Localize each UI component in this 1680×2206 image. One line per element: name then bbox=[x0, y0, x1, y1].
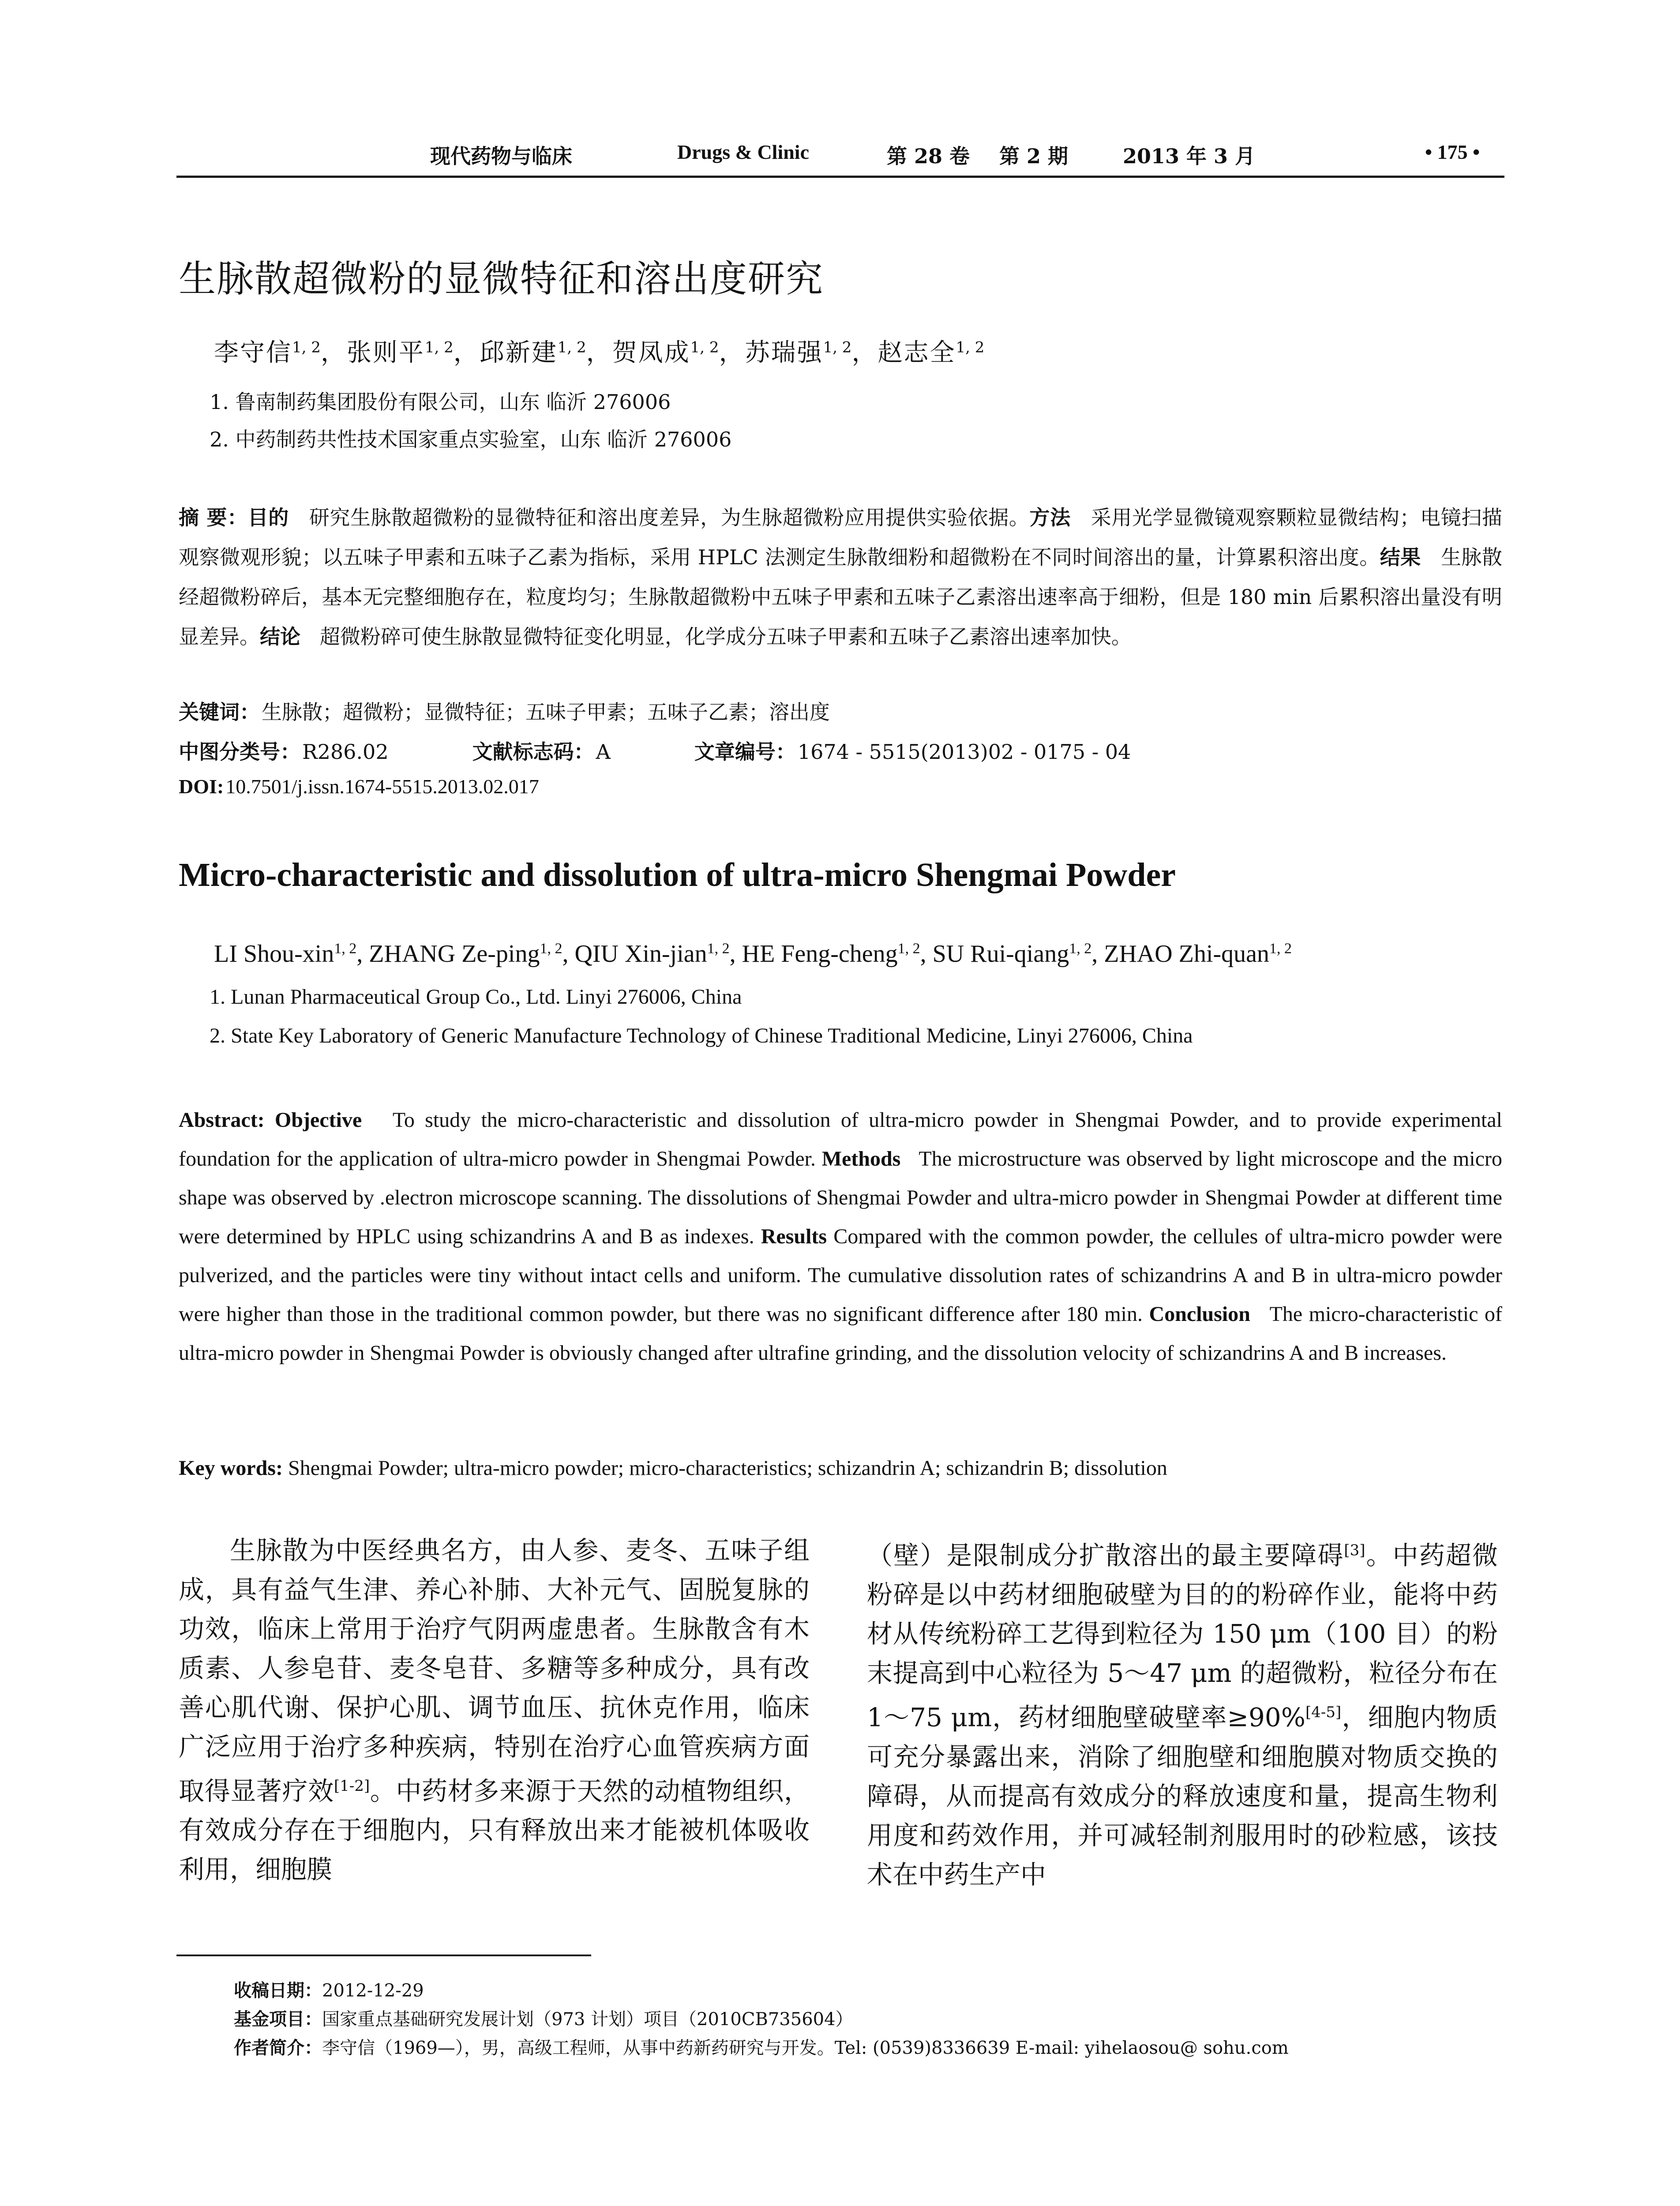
body-right-text-1: （壁）是限制成分扩散溶出的最主要障碍 bbox=[867, 1540, 1344, 1571]
fund-label: 基金项目： bbox=[234, 2009, 322, 2030]
received-date: 2012-12-29 bbox=[322, 1981, 424, 2001]
abstract-cn-label: 摘 要： bbox=[179, 506, 248, 529]
fund-text: 国家重点基础研究发展计划（973 计划）项目（2010CB735604） bbox=[322, 2009, 853, 2030]
footnote-author bbox=[234, 2034, 1289, 2059]
title-cn: 生脉散超微粉的显微特征和溶出度研究 bbox=[179, 257, 824, 300]
abstract-en-label: Abstract: bbox=[179, 1108, 265, 1132]
en-author-separator: , bbox=[1091, 940, 1104, 968]
footnote-received bbox=[234, 1977, 424, 2002]
title-en: Micro-characteristic and dissolution of ultra-micro Shengmai Powder bbox=[179, 856, 1176, 893]
affiliation-cn-2: 2. 中药制药共性技术国家重点实验室，山东 临沂 276006 bbox=[210, 428, 732, 451]
en-author-name: ZHAO Zhi-quan bbox=[1104, 940, 1270, 968]
journal-name-en: Drugs & Clinic bbox=[677, 141, 809, 163]
keywords-en-text: Shengmai Powder; ultra-micro powder; micro-characteristics; schizandrin A; schizandrin B; dissolution bbox=[288, 1456, 1167, 1480]
abstract-cn-conclusion: 超微粉碎可使生脉散显微特征变化明显，化学成分五味子甲素和五味子乙素溶出速率加快。 bbox=[319, 625, 1132, 649]
body-left-text-1: 生脉散为中医经典名方，由人参、麦冬、五味子组成，具有益气生津、养心补肺、大补元气、固脱复脉的功效，临床上常用于治疗气阴两虚患者。生脉散含有木质素、人参皂苷、麦冬皂苷、多糖等多种成分，具有改善心肌代谢、保护心肌、调节血压、抗休克作用，临床广泛应用于治疗多种疾病，特别在治疗心血管疾病方面取得显著疗效 bbox=[179, 1535, 810, 1806]
authors-cn bbox=[214, 333, 984, 368]
affiliation-en-2: 2. State Key Laboratory of Generic Manufacture Technology of Chinese Traditional Medicine, Linyi 276006, China bbox=[210, 1024, 1193, 1047]
cn-author-affiliation-mark: 1, 2 bbox=[956, 338, 985, 356]
citation-3: [3] bbox=[1344, 1542, 1365, 1559]
abstract-cn bbox=[179, 498, 1502, 657]
clc-value: R286.02 bbox=[302, 740, 389, 764]
cn-author-affiliation-mark: 1, 2 bbox=[823, 338, 852, 356]
issue: 第 2 期 bbox=[999, 144, 1069, 168]
body-column-left bbox=[179, 1531, 810, 1889]
article-no-value: 1674 - 5515(2013)02 - 0175 - 04 bbox=[797, 740, 1131, 764]
affiliation-en-1: 1. Lunan Pharmaceutical Group Co., Ltd. Linyi 276006, China bbox=[210, 985, 742, 1009]
keywords-cn-text: 生脉散；超微粉；显微特征；五味子甲素；五味子乙素；溶出度 bbox=[262, 700, 830, 724]
doi-value: 10.7501/j.issn.1674-5515.2013.02.017 bbox=[225, 775, 539, 798]
header-rule bbox=[176, 176, 1504, 178]
abstract-cn-conclusion-label: 结论 bbox=[260, 625, 300, 649]
doi-row bbox=[179, 774, 539, 798]
cn-author-affiliation-mark: 1, 2 bbox=[690, 338, 719, 356]
abstract-en-conclusion-label: Conclusion bbox=[1149, 1302, 1250, 1326]
abstract-cn-objective-label: 目的 bbox=[248, 506, 289, 529]
author-bio-label: 作者简介： bbox=[234, 2038, 322, 2058]
keywords-en bbox=[179, 1456, 1167, 1480]
clc-label: 中图分类号： bbox=[179, 740, 300, 764]
body-right-text-2: 。中药超微粉碎是以中药材细胞破壁为目的的粉碎作业，能将中药材从传统粉碎工艺得到粒径为 150 μm（100 目）的粉末提高到中心粒径为 5～47 μm 的超微粉，粒径分布在 1～75 μm，药材细胞壁破壁率≥90% bbox=[867, 1540, 1498, 1733]
page-number: • 175 • bbox=[1425, 141, 1480, 163]
abstract-en-objective: To study the micro-characteristic and dissolution of ultra-micro powder in Shengmai Powder, and to provide experimental foundation for the application of ultra-micro powder in Shengmai Powder. bbox=[179, 1108, 1502, 1171]
en-author-name: ZHANG Ze-ping bbox=[369, 940, 540, 968]
doi-label: DOI: bbox=[179, 775, 224, 798]
abstract-en-methods: The microstructure was observed by light microscope and the micro shape was observed by .electron microscope scanning. The dissolutions of Shengmai Powder and ultra-micro powder in Shengmai Powder at different time were determined by HPLC using schizandrins A and B as indexes. bbox=[179, 1147, 1503, 1248]
journal-name-cn: 现代药物与临床 bbox=[430, 144, 572, 168]
doc-code-label: 文献标志码： bbox=[472, 740, 594, 764]
abstract-cn-methods: 采用光学显微镜观察颗粒显微结构；电镜扫描观察微观形貌；以五味子甲素和五味子乙素为指标，采用 HPLC 法测定生脉散细粉和超微粉在不同时间溶出的量，计算累积溶出度。 bbox=[179, 506, 1503, 569]
en-author-name: HE Feng-cheng bbox=[742, 940, 898, 968]
doc-code-value: A bbox=[596, 740, 611, 764]
abstract-cn-results: 生脉散经超微粉碎后，基本无完整细胞存在，粒度均匀；生脉散超微粉中五味子甲素和五味子乙素溶出速率高于细粉，但是 180 min 后累积溶出量没有明显差异。 bbox=[179, 545, 1503, 649]
cn-author-name: 邱新建 bbox=[479, 338, 558, 367]
en-author-separator: , bbox=[920, 940, 933, 968]
cn-author-separator: ， bbox=[453, 338, 480, 367]
cn-author-name: 苏瑞强 bbox=[745, 338, 823, 367]
classification-row bbox=[179, 736, 1131, 765]
cn-author-separator: ， bbox=[320, 338, 347, 367]
issue-date: 2013 年 3 月 bbox=[1123, 144, 1256, 168]
cn-author-name: 赵志全 bbox=[878, 338, 956, 367]
en-author-separator: , bbox=[356, 940, 369, 968]
cn-author-affiliation-mark: 1, 2 bbox=[292, 338, 321, 356]
article-no-label: 文章编号： bbox=[694, 740, 796, 764]
cn-author-name: 贺凤成 bbox=[612, 338, 690, 367]
keywords-en-label: Key words: bbox=[179, 1456, 283, 1480]
cn-author-separator: ， bbox=[851, 338, 878, 367]
en-author-name: SU Rui-qiang bbox=[932, 940, 1069, 968]
keywords-cn bbox=[179, 696, 830, 725]
cn-author-separator: ， bbox=[719, 338, 745, 367]
footnote-rule bbox=[176, 1955, 591, 1956]
volume: 第 28 卷 bbox=[887, 144, 970, 168]
en-author-affiliation-mark: 1, 2 bbox=[1069, 940, 1092, 957]
citation-1-2: [1-2] bbox=[334, 1777, 370, 1795]
abstract-en-objective-label: Objective bbox=[274, 1108, 362, 1132]
keywords-cn-label: 关键词： bbox=[179, 700, 260, 724]
en-author-affiliation-mark: 1, 2 bbox=[897, 940, 920, 957]
received-label: 收稿日期： bbox=[234, 1981, 322, 2001]
en-author-affiliation-mark: 1, 2 bbox=[540, 940, 562, 957]
en-author-affiliation-mark: 1, 2 bbox=[334, 940, 357, 957]
cn-author-name: 张则平 bbox=[346, 338, 425, 367]
body-left-text-2: 。中药材多来源于天然的动植物组织，有效成分存在于细胞内，只有释放出来才能被机体吸收利用，细胞膜 bbox=[179, 1776, 810, 1885]
en-author-separator: , bbox=[729, 940, 742, 968]
abstract-cn-methods-label: 方法 bbox=[1029, 506, 1071, 529]
author-bio-text: 李守信（1969—），男，高级工程师，从事中药新药研究与开发。Tel: (0539)8336639 E-mail: yihelaosou@ sohu.com bbox=[322, 2038, 1289, 2058]
en-author-name: LI Shou-xin bbox=[214, 940, 334, 968]
affiliation-cn-1: 1. 鲁南制药集团股份有限公司，山东 临沂 276006 bbox=[210, 390, 671, 414]
abstract-en bbox=[179, 1101, 1502, 1373]
cn-author-affiliation-mark: 1, 2 bbox=[557, 338, 586, 356]
body-right-text-3: ，细胞内物质可充分暴露出来，消除了细胞壁和细胞膜对物质交换的障碍，从而提高有效成分的释放速度和量，提高生物利用度和药效作用，并可减轻制剂服用时的砂粒感，该技术在中药生产中 bbox=[867, 1702, 1498, 1890]
abstract-en-conclusion: The micro-characteristic of ultra-micro powder in Shengmai Powder is obviously changed after ultrafine grinding, and the dissolution velocity of schizandrins A and B increases. bbox=[179, 1302, 1503, 1365]
body-column-right bbox=[867, 1531, 1498, 1895]
en-author-affiliation-mark: 1, 2 bbox=[707, 940, 730, 957]
footnote-fund bbox=[234, 2005, 853, 2030]
en-author-name: QIU Xin-jian bbox=[574, 940, 707, 968]
en-author-affiliation-mark: 1, 2 bbox=[1269, 940, 1292, 957]
cn-author-name: 李守信 bbox=[214, 338, 292, 367]
cn-author-separator: ， bbox=[586, 338, 612, 367]
authors-en bbox=[214, 940, 1292, 968]
abstract-en-results: Compared with the common powder, the cellules of ultra-micro powder were pulverized, and the particles were tiny without intact cells and uniform. The cumulative dissolution rates of schizandrins A and B in ultra-micro powder were higher than those in the traditional common powder, but there was no significant difference after 180 min. bbox=[179, 1225, 1503, 1326]
abstract-en-methods-label: Methods bbox=[821, 1147, 901, 1171]
en-author-separator: , bbox=[562, 940, 575, 968]
abstract-cn-results-label: 结果 bbox=[1380, 545, 1421, 569]
abstract-cn-objective: 研究生脉散超微粉的显微特征和溶出度差异，为生脉超微粉应用提供实验依据。 bbox=[309, 506, 1030, 529]
citation-4-5: [4-5] bbox=[1305, 1703, 1342, 1722]
abstract-en-results-label: Results bbox=[761, 1225, 827, 1248]
cn-author-affiliation-mark: 1, 2 bbox=[424, 338, 454, 356]
